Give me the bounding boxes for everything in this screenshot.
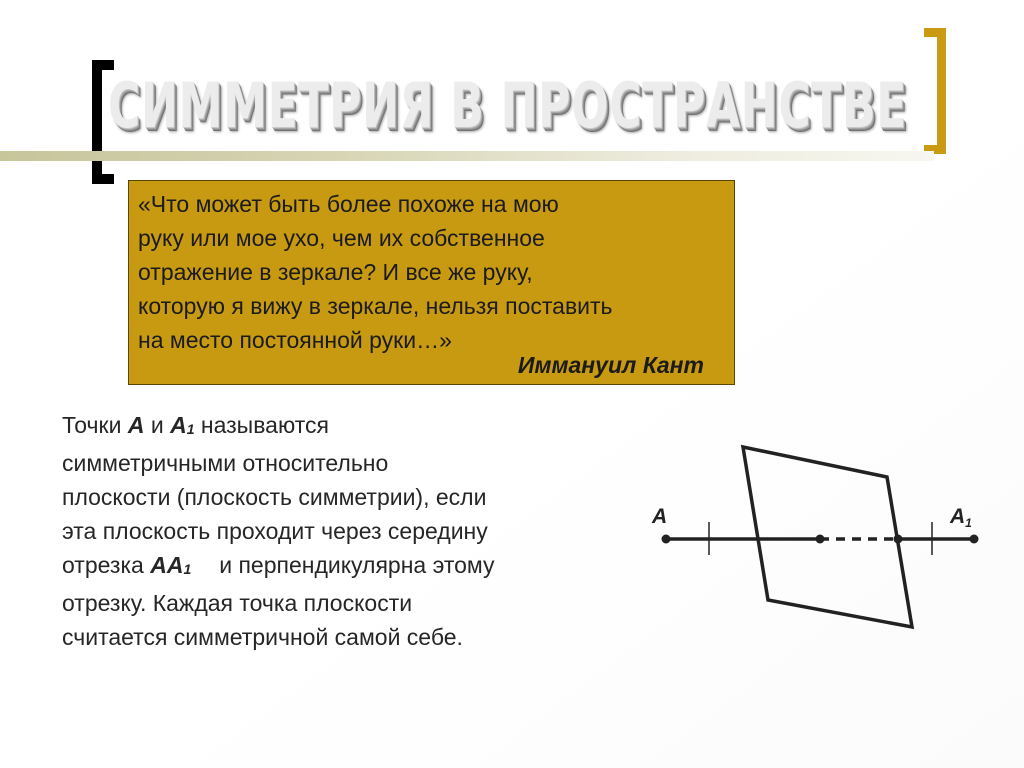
diagram-label-a: А bbox=[652, 505, 668, 528]
point-a1-letter: А bbox=[170, 412, 187, 438]
definition-line: считается симметричной самой себе. bbox=[62, 624, 463, 650]
midpoint bbox=[816, 535, 825, 544]
quote-text bbox=[138, 187, 724, 357]
page-title: СИММЕТРИЯ В ПРОСТРАНСТВЕ bbox=[108, 69, 908, 142]
right-bracket-decoration bbox=[924, 28, 946, 154]
definition-fragment: называются bbox=[194, 412, 329, 438]
definition-fragment: Точки bbox=[62, 412, 128, 438]
point-a bbox=[662, 535, 671, 544]
segment-aa1-letters: АА bbox=[150, 552, 184, 578]
quote-line: руку или мое ухо, чем их собственное bbox=[138, 225, 545, 251]
symmetry-plane bbox=[743, 447, 912, 627]
diagram-label-a1 bbox=[949, 505, 972, 530]
diagram-label-a1-subscript: 1 bbox=[965, 516, 972, 530]
diagram-label-a1-letter: А bbox=[950, 505, 966, 528]
definition-line: плоскости (плоскость симметрии), если bbox=[62, 484, 487, 510]
definition-line: симметричными относительно bbox=[62, 450, 389, 476]
quote-line: которую я вижу в зеркале, нельзя поставить bbox=[138, 293, 613, 319]
symmetry-diagram bbox=[640, 430, 1000, 650]
definition-fragment: и перпендикулярна этому bbox=[219, 552, 495, 578]
point-a1-subscript: 1 bbox=[186, 421, 195, 437]
definition-fragment: отрезка bbox=[62, 552, 151, 578]
definition-line: эта плоскость проходит через середину bbox=[62, 518, 488, 544]
definition-text bbox=[62, 408, 602, 654]
point-a1-label bbox=[170, 412, 194, 438]
quote-line: «Что может быть более похоже на мою bbox=[138, 191, 559, 217]
definition-line: отрезку. Каждая точка плоскости bbox=[62, 590, 413, 616]
point-a1 bbox=[970, 535, 979, 544]
title-underline-rule bbox=[0, 151, 934, 161]
plane-intersection-point bbox=[894, 535, 903, 544]
quote-line: отражение в зеркале? И все же руку, bbox=[138, 259, 533, 285]
quote-box bbox=[128, 180, 735, 385]
point-a-label: А bbox=[127, 412, 145, 438]
quote-author: Иммануил Кант bbox=[517, 352, 704, 378]
segment-aa1-subscript: 1 bbox=[183, 561, 192, 577]
quote-line: на место постоянной руки…» bbox=[138, 327, 452, 353]
segment-aa1-label bbox=[150, 552, 191, 578]
definition-fragment: и bbox=[144, 412, 171, 438]
